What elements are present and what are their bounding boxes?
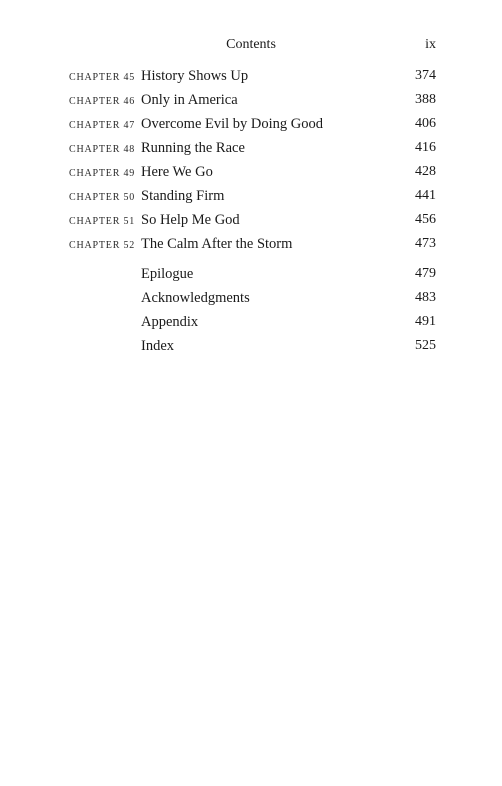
back-matter-page-number: 479 xyxy=(415,266,436,281)
table-of-contents xyxy=(0,66,502,360)
chapter-page-number: 374 xyxy=(415,68,436,83)
chapter-page-number: 441 xyxy=(415,188,436,203)
chapter-label: CHAPTER 45 xyxy=(69,72,136,83)
chapter-page-number: 473 xyxy=(415,236,436,251)
chapter-page-number: 416 xyxy=(415,140,436,155)
chapter-title: Standing Firm xyxy=(141,188,225,204)
toc-entry-chapter-48 xyxy=(0,138,502,162)
toc-entry-chapter-49 xyxy=(0,162,502,186)
chapter-label: CHAPTER 49 xyxy=(69,168,136,179)
back-matter-title: Index xyxy=(141,338,175,354)
toc-entry-epilogue xyxy=(0,264,502,288)
chapter-title: Here We Go xyxy=(141,164,213,180)
chapter-label: CHAPTER 47 xyxy=(69,120,136,131)
folio-page-number: ix xyxy=(425,37,436,52)
back-matter-title: Epilogue xyxy=(141,266,194,282)
toc-entry-chapter-52 xyxy=(0,234,502,258)
chapter-label: CHAPTER 51 xyxy=(69,216,136,227)
toc-entry-chapter-47 xyxy=(0,114,502,138)
back-matter-title: Appendix xyxy=(141,314,199,330)
chapter-title: Running the Race xyxy=(141,140,245,156)
chapter-page-number: 456 xyxy=(415,212,436,227)
toc-entry-chapter-50 xyxy=(0,186,502,210)
chapter-page-number: 388 xyxy=(415,92,436,107)
chapter-label: CHAPTER 46 xyxy=(69,96,136,107)
chapter-label: CHAPTER 48 xyxy=(69,144,136,155)
toc-entry-chapter-51 xyxy=(0,210,502,234)
chapter-title: So Help Me God xyxy=(141,212,240,228)
back-matter-title: Acknowledgments xyxy=(141,290,250,306)
toc-entry-appendix xyxy=(0,312,502,336)
chapter-title: The Calm After the Storm xyxy=(141,236,293,252)
chapter-page-number: 406 xyxy=(415,116,436,131)
back-matter-page-number: 525 xyxy=(415,338,436,353)
toc-entry-chapter-46 xyxy=(0,90,502,114)
back-matter-page-number: 491 xyxy=(415,314,436,329)
back-matter-page-number: 483 xyxy=(415,290,436,305)
chapter-label: CHAPTER 50 xyxy=(69,192,136,203)
running-head xyxy=(0,36,502,54)
chapter-page-number: 428 xyxy=(415,164,436,179)
chapter-title: Only in America xyxy=(141,92,238,108)
toc-entry-acknowledgments xyxy=(0,288,502,312)
chapter-label: CHAPTER 52 xyxy=(69,240,136,251)
running-title: Contents xyxy=(226,37,276,52)
chapter-title: History Shows Up xyxy=(141,68,249,84)
toc-entry-index xyxy=(0,336,502,360)
chapter-title: Overcome Evil by Doing Good xyxy=(141,116,324,132)
toc-entry-chapter-45 xyxy=(0,66,502,90)
